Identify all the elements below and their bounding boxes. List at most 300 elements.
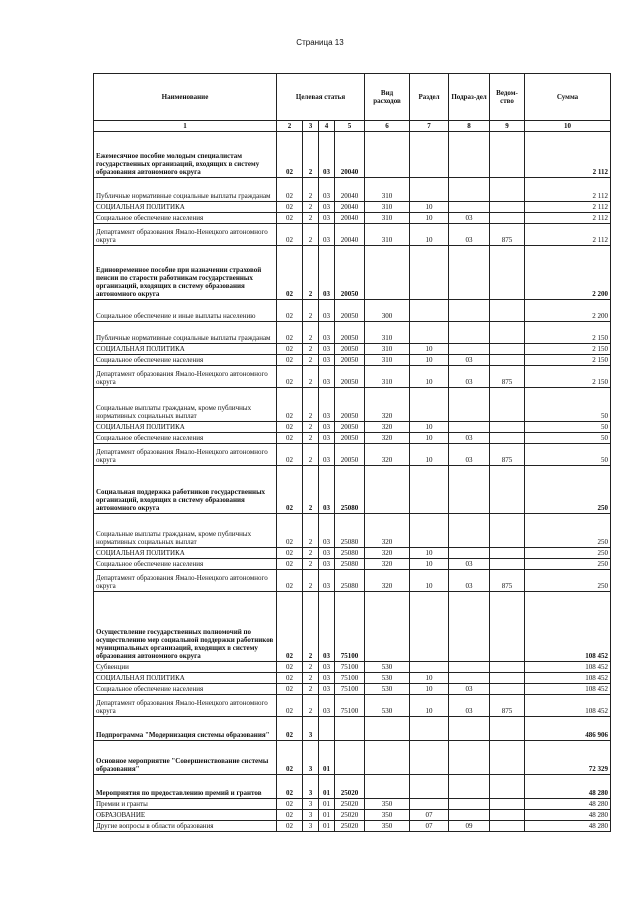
row-expense-type: 320 (365, 388, 410, 422)
col-number: 3 (303, 121, 319, 132)
row-expense-type: 530 (365, 695, 410, 717)
table-row (94, 202, 611, 213)
row-section: 10 (410, 422, 449, 433)
row-target-event: 03 (319, 202, 335, 213)
row-section: 10 (410, 224, 449, 246)
row-target-subprogram: 2 (303, 684, 319, 695)
row-target-event: 03 (319, 224, 335, 246)
row-name: Социальное обеспечение населения (94, 559, 277, 570)
col-number: 4 (319, 121, 335, 132)
row-name: Единовременное пособие при назначении страховой пенсии по старости работникам государственных организаций, входящих в систему образования автономного округа (94, 246, 277, 300)
row-target-program: 02 (277, 344, 303, 355)
row-subsection (449, 300, 490, 322)
row-amount: 108 452 (525, 695, 611, 717)
row-target-program: 02 (277, 213, 303, 224)
row-subsection: 03 (449, 695, 490, 717)
row-expense-type: 530 (365, 662, 410, 673)
row-target-subprogram: 2 (303, 673, 319, 684)
row-target-program: 02 (277, 741, 303, 775)
row-expense-type: 310 (365, 213, 410, 224)
row-name: Департамент образования Ямало-Ненецкого автономного округа (94, 695, 277, 717)
row-subsection (449, 132, 490, 178)
row-target-event: 03 (319, 514, 335, 548)
row-department (490, 202, 525, 213)
row-target-subprogram: 2 (303, 570, 319, 592)
row-subsection: 03 (449, 366, 490, 388)
row-section: 10 (410, 559, 449, 570)
row-target-event: 03 (319, 684, 335, 695)
row-name: ОБРАЗОВАНИЕ (94, 810, 277, 821)
header-vid: Вид расходов (365, 74, 410, 121)
table-row (94, 673, 611, 684)
row-section (410, 300, 449, 322)
row-subsection (449, 741, 490, 775)
row-department (490, 810, 525, 821)
row-department: 875 (490, 444, 525, 466)
row-department (490, 592, 525, 662)
header-podrazdel: Подраз-дел (449, 74, 490, 121)
row-expense-type: 350 (365, 821, 410, 832)
row-expense-type: 320 (365, 559, 410, 570)
row-section (410, 388, 449, 422)
row-expense-type: 310 (365, 202, 410, 213)
row-target-code: 20050 (335, 246, 365, 300)
row-department (490, 246, 525, 300)
row-target-program: 02 (277, 548, 303, 559)
row-section: 10 (410, 433, 449, 444)
row-subsection (449, 592, 490, 662)
row-subsection: 03 (449, 213, 490, 224)
row-name: Социальное обеспечение населения (94, 213, 277, 224)
row-target-code: 20040 (335, 224, 365, 246)
row-amount: 50 (525, 388, 611, 422)
row-department (490, 300, 525, 322)
row-section (410, 799, 449, 810)
row-target-event: 03 (319, 344, 335, 355)
row-target-code: 25020 (335, 821, 365, 832)
row-department (490, 673, 525, 684)
row-name: СОЦИАЛЬНАЯ ПОЛИТИКА (94, 673, 277, 684)
row-target-program: 02 (277, 570, 303, 592)
row-department (490, 559, 525, 570)
row-expense-type (365, 775, 410, 799)
row-amount: 2 150 (525, 366, 611, 388)
row-expense-type: 310 (365, 366, 410, 388)
row-amount: 50 (525, 422, 611, 433)
row-target-event: 03 (319, 213, 335, 224)
row-expense-type: 530 (365, 673, 410, 684)
row-amount: 486 906 (525, 717, 611, 741)
table-row (94, 741, 611, 775)
row-target-code: 75100 (335, 684, 365, 695)
row-subsection (449, 810, 490, 821)
row-target-subprogram: 2 (303, 433, 319, 444)
row-section: 10 (410, 444, 449, 466)
row-target-code: 20040 (335, 132, 365, 178)
row-department (490, 355, 525, 366)
row-target-program: 02 (277, 514, 303, 548)
col-number: 8 (449, 121, 490, 132)
row-name: СОЦИАЛЬНАЯ ПОЛИТИКА (94, 548, 277, 559)
row-target-subprogram: 2 (303, 422, 319, 433)
row-target-program: 02 (277, 775, 303, 799)
page-title: Страница 13 (296, 38, 344, 47)
row-target-program: 02 (277, 662, 303, 673)
table-row (94, 570, 611, 592)
row-section: 10 (410, 213, 449, 224)
row-department (490, 344, 525, 355)
row-subsection: 03 (449, 559, 490, 570)
row-expense-type: 310 (365, 355, 410, 366)
row-target-program: 02 (277, 246, 303, 300)
row-expense-type: 310 (365, 178, 410, 202)
row-subsection (449, 775, 490, 799)
row-amount: 2 112 (525, 213, 611, 224)
row-name: Социальная поддержка работников государственных организаций, входящих в систему образования автономного округа (94, 466, 277, 514)
row-target-code: 20050 (335, 322, 365, 344)
table-row (94, 300, 611, 322)
row-name: Основное мероприятие "Совершенствование системы образования" (94, 741, 277, 775)
row-expense-type: 310 (365, 322, 410, 344)
col-number: 6 (365, 121, 410, 132)
row-target-code: 75100 (335, 695, 365, 717)
row-department (490, 741, 525, 775)
row-amount: 250 (525, 570, 611, 592)
row-section (410, 717, 449, 741)
row-target-code: 75100 (335, 592, 365, 662)
header-vedomstvo: Ведом-ство (490, 74, 525, 121)
row-target-program: 02 (277, 592, 303, 662)
row-name: Мероприятия по предоставлению премий и грантов (94, 775, 277, 799)
row-target-subprogram: 2 (303, 559, 319, 570)
row-target-event: 03 (319, 388, 335, 422)
row-name: СОЦИАЛЬНАЯ ПОЛИТИКА (94, 422, 277, 433)
row-target-subprogram: 3 (303, 821, 319, 832)
row-subsection: 09 (449, 821, 490, 832)
header-summa: Сумма (525, 74, 611, 121)
row-target-code: 20040 (335, 178, 365, 202)
row-target-event: 01 (319, 741, 335, 775)
row-name: Департамент образования Ямало-Ненецкого автономного округа (94, 366, 277, 388)
row-target-event: 01 (319, 775, 335, 799)
row-target-event: 03 (319, 662, 335, 673)
row-target-code: 20040 (335, 202, 365, 213)
row-target-event: 03 (319, 422, 335, 433)
row-amount: 2 112 (525, 178, 611, 202)
row-target-code (335, 741, 365, 775)
row-section (410, 246, 449, 300)
row-target-subprogram: 2 (303, 344, 319, 355)
row-target-program: 02 (277, 444, 303, 466)
row-target-subprogram: 2 (303, 662, 319, 673)
row-subsection (449, 717, 490, 741)
row-target-code: 75100 (335, 673, 365, 684)
row-target-program: 02 (277, 422, 303, 433)
row-section: 10 (410, 344, 449, 355)
row-name: Премии и гранты (94, 799, 277, 810)
row-expense-type: 350 (365, 799, 410, 810)
row-target-subprogram: 3 (303, 775, 319, 799)
row-name: Публичные нормативные социальные выплаты гражданам (94, 178, 277, 202)
row-target-subprogram: 2 (303, 322, 319, 344)
row-target-program: 02 (277, 673, 303, 684)
row-target-subprogram: 3 (303, 810, 319, 821)
row-target-event: 01 (319, 810, 335, 821)
row-name: Ежемесячное пособие молодым специалистам государственных организаций, входящих в систему образования автономного округа (94, 132, 277, 178)
table-row (94, 322, 611, 344)
table-row (94, 132, 611, 178)
row-department (490, 178, 525, 202)
row-subsection: 03 (449, 570, 490, 592)
row-department (490, 717, 525, 741)
row-target-event: 03 (319, 695, 335, 717)
row-department: 875 (490, 570, 525, 592)
row-name: СОЦИАЛЬНАЯ ПОЛИТИКА (94, 202, 277, 213)
row-target-subprogram: 2 (303, 178, 319, 202)
row-target-code: 20050 (335, 433, 365, 444)
row-target-event: 03 (319, 366, 335, 388)
row-section (410, 775, 449, 799)
row-amount: 2 150 (525, 355, 611, 366)
table-row (94, 344, 611, 355)
row-expense-type (365, 246, 410, 300)
row-department: 875 (490, 695, 525, 717)
row-subsection (449, 673, 490, 684)
row-section: 07 (410, 821, 449, 832)
row-subsection (449, 246, 490, 300)
row-target-subprogram: 2 (303, 366, 319, 388)
table-body (94, 132, 611, 832)
row-amount: 48 280 (525, 799, 611, 810)
row-expense-type: 310 (365, 224, 410, 246)
row-target-subprogram: 3 (303, 741, 319, 775)
row-target-subprogram: 2 (303, 202, 319, 213)
row-target-event: 03 (319, 570, 335, 592)
row-section: 10 (410, 673, 449, 684)
budget-table (93, 73, 611, 832)
row-section: 10 (410, 684, 449, 695)
row-department (490, 132, 525, 178)
row-target-subprogram: 2 (303, 224, 319, 246)
row-expense-type: 300 (365, 300, 410, 322)
row-amount: 2 150 (525, 344, 611, 355)
col-number: 1 (94, 121, 277, 132)
row-target-event: 03 (319, 355, 335, 366)
row-amount: 250 (525, 559, 611, 570)
row-department (490, 433, 525, 444)
row-section: 10 (410, 548, 449, 559)
row-name: Подпрограмма "Модернизация системы образования" (94, 717, 277, 741)
row-expense-type: 310 (365, 344, 410, 355)
row-subsection (449, 422, 490, 433)
row-target-event (319, 717, 335, 741)
row-target-code: 20050 (335, 422, 365, 433)
row-amount: 2 150 (525, 322, 611, 344)
row-section: 10 (410, 355, 449, 366)
row-department (490, 514, 525, 548)
header-target: Целевая статья (277, 74, 365, 121)
row-expense-type (365, 592, 410, 662)
row-expense-type: 320 (365, 433, 410, 444)
row-target-subprogram: 2 (303, 695, 319, 717)
row-amount: 108 452 (525, 592, 611, 662)
row-target-event: 03 (319, 444, 335, 466)
row-section (410, 178, 449, 202)
row-expense-type (365, 741, 410, 775)
row-target-code: 25080 (335, 466, 365, 514)
row-target-program: 02 (277, 224, 303, 246)
col-number: 9 (490, 121, 525, 132)
row-section: 10 (410, 695, 449, 717)
row-target-program: 02 (277, 300, 303, 322)
table-row (94, 178, 611, 202)
row-name: Департамент образования Ямало-Ненецкого автономного округа (94, 224, 277, 246)
row-target-code: 25080 (335, 548, 365, 559)
row-department (490, 821, 525, 832)
row-target-code: 20050 (335, 300, 365, 322)
row-name: СОЦИАЛЬНАЯ ПОЛИТИКА (94, 344, 277, 355)
row-target-subprogram: 2 (303, 300, 319, 322)
header-row (94, 74, 611, 121)
row-subsection (449, 322, 490, 344)
row-amount: 48 280 (525, 821, 611, 832)
row-section: 10 (410, 202, 449, 213)
row-name: Публичные нормативные социальные выплаты гражданам (94, 322, 277, 344)
row-amount: 72 329 (525, 741, 611, 775)
row-department (490, 684, 525, 695)
row-target-program: 02 (277, 355, 303, 366)
row-amount: 108 452 (525, 684, 611, 695)
row-expense-type: 320 (365, 444, 410, 466)
row-amount: 108 452 (525, 662, 611, 673)
row-target-subprogram: 2 (303, 213, 319, 224)
row-target-code: 20050 (335, 355, 365, 366)
row-target-program: 02 (277, 388, 303, 422)
row-name: Департамент образования Ямало-Ненецкого автономного округа (94, 444, 277, 466)
row-section (410, 592, 449, 662)
row-section: 10 (410, 366, 449, 388)
row-amount: 2 200 (525, 300, 611, 322)
table-row (94, 662, 611, 673)
row-target-event: 03 (319, 433, 335, 444)
row-subsection (449, 799, 490, 810)
row-target-subprogram: 2 (303, 466, 319, 514)
row-section: 10 (410, 570, 449, 592)
row-section (410, 741, 449, 775)
row-amount: 250 (525, 548, 611, 559)
row-expense-type: 350 (365, 810, 410, 821)
table-row (94, 433, 611, 444)
row-department (490, 548, 525, 559)
row-name: Другие вопросы в области образования (94, 821, 277, 832)
row-amount: 48 280 (525, 810, 611, 821)
row-target-event: 03 (319, 246, 335, 300)
row-department (490, 662, 525, 673)
col-number: 7 (410, 121, 449, 132)
row-target-program: 02 (277, 466, 303, 514)
row-amount: 50 (525, 433, 611, 444)
row-target-event: 01 (319, 821, 335, 832)
row-subsection (449, 548, 490, 559)
col-number: 5 (335, 121, 365, 132)
row-target-event: 03 (319, 592, 335, 662)
row-subsection: 03 (449, 355, 490, 366)
row-target-code: 25080 (335, 570, 365, 592)
row-target-code: 20050 (335, 444, 365, 466)
row-target-subprogram: 2 (303, 132, 319, 178)
row-target-subprogram: 3 (303, 717, 319, 741)
header-name: Наименование (94, 74, 277, 121)
row-expense-type (365, 717, 410, 741)
row-target-program: 02 (277, 366, 303, 388)
row-target-code: 20050 (335, 344, 365, 355)
row-target-event: 01 (319, 799, 335, 810)
row-amount: 250 (525, 514, 611, 548)
row-target-program: 02 (277, 821, 303, 832)
row-target-subprogram: 2 (303, 246, 319, 300)
row-subsection (449, 466, 490, 514)
table-row (94, 466, 611, 514)
column-number-row (94, 121, 611, 132)
row-target-code: 25020 (335, 810, 365, 821)
row-target-event: 03 (319, 178, 335, 202)
table-row (94, 717, 611, 741)
row-amount: 250 (525, 466, 611, 514)
row-target-program: 02 (277, 132, 303, 178)
table-row (94, 684, 611, 695)
row-department (490, 466, 525, 514)
row-department: 875 (490, 224, 525, 246)
table-row (94, 246, 611, 300)
table-row (94, 366, 611, 388)
row-target-code: 20050 (335, 388, 365, 422)
row-target-program: 02 (277, 695, 303, 717)
row-target-code: 25020 (335, 799, 365, 810)
row-target-event: 03 (319, 548, 335, 559)
row-amount: 50 (525, 444, 611, 466)
row-subsection (449, 344, 490, 355)
row-subsection (449, 388, 490, 422)
row-department (490, 213, 525, 224)
row-subsection: 03 (449, 684, 490, 695)
row-expense-type (365, 466, 410, 514)
row-target-program: 02 (277, 810, 303, 821)
row-target-program: 02 (277, 684, 303, 695)
row-subsection: 03 (449, 224, 490, 246)
row-amount: 108 452 (525, 673, 611, 684)
row-subsection (449, 178, 490, 202)
row-target-program: 02 (277, 559, 303, 570)
row-target-event: 03 (319, 466, 335, 514)
row-target-subprogram: 2 (303, 444, 319, 466)
row-expense-type: 530 (365, 684, 410, 695)
row-target-subprogram: 2 (303, 592, 319, 662)
row-name: Социальные выплаты гражданам, кроме публичных нормативных социальных выплат (94, 388, 277, 422)
row-name: Социальные выплаты гражданам, кроме публичных нормативных социальных выплат (94, 514, 277, 548)
row-section (410, 322, 449, 344)
row-target-subprogram: 2 (303, 514, 319, 548)
row-department (490, 322, 525, 344)
row-target-event: 03 (319, 559, 335, 570)
row-target-code: 25080 (335, 559, 365, 570)
row-expense-type: 320 (365, 548, 410, 559)
row-expense-type (365, 132, 410, 178)
row-target-subprogram: 2 (303, 548, 319, 559)
row-name: Субвенции (94, 662, 277, 673)
row-target-event: 03 (319, 300, 335, 322)
row-name: Департамент образования Ямало-Ненецкого автономного округа (94, 570, 277, 592)
row-target-program: 02 (277, 433, 303, 444)
